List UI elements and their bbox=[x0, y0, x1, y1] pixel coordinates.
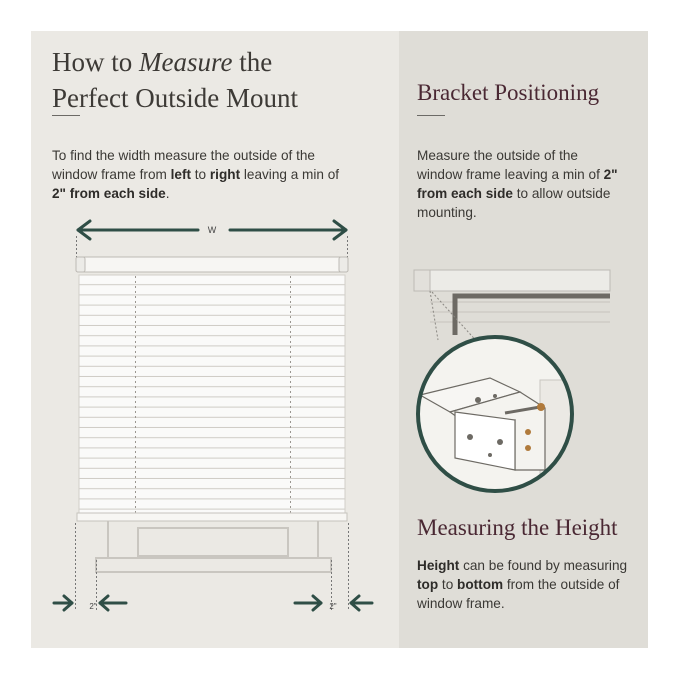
width-instructions: To find the width measure the outside of the window frame from left to right leaving a min of 2" from each side. bbox=[52, 148, 340, 201]
gap-arrow-icon bbox=[54, 596, 372, 610]
height-instructions: Height can be found by measuring top to bottom from the outside of window frame. bbox=[417, 558, 628, 611]
bracket-title: Bracket Positioning bbox=[417, 80, 600, 105]
width-label: W bbox=[207, 225, 217, 235]
gap-label-right: 2" bbox=[329, 602, 337, 611]
height-title: Measuring the Height bbox=[417, 515, 618, 540]
blind-illustration bbox=[76, 257, 348, 521]
bracket-instructions: Measure the outside of the window frame leaving a min of 2" from each side to allow outside mounting. bbox=[417, 148, 618, 220]
bracket-rail-illustration bbox=[414, 270, 610, 345]
main-title: How to Measure the Perfect Outside Mount bbox=[52, 47, 298, 113]
title-emphasis: Measure bbox=[139, 47, 233, 77]
gap-label-left: 2" bbox=[89, 602, 97, 611]
window-frame bbox=[96, 520, 331, 572]
bracket-detail-illustration bbox=[418, 337, 600, 500]
